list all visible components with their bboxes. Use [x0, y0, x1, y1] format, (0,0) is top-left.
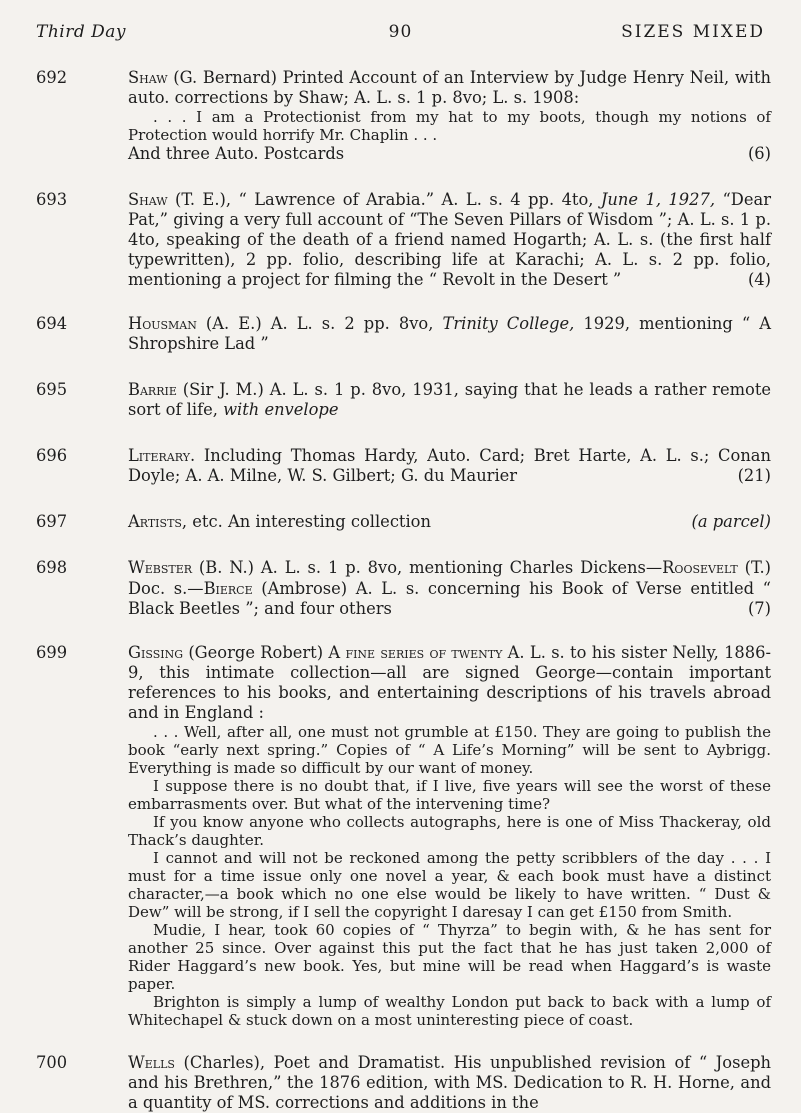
- lot-entry: [36, 1053, 771, 1113]
- running-head-day: Third Day: [36, 22, 127, 42]
- letter-quote: I suppose there is no doubt that, if I live, five years will see the worst of these embarrasments over. But what of the intervening time?: [128, 776, 771, 813]
- lot-entry: [36, 190, 771, 290]
- lot-number: 696: [36, 446, 68, 466]
- lot-item-count: (6): [747, 144, 771, 164]
- lot-description-end: [128, 144, 771, 164]
- lot-description: [128, 1053, 771, 1113]
- lot-number: 698: [36, 558, 68, 578]
- lot-text: (George Robert) A: [183, 642, 346, 662]
- lot-text: etc. An interesting collection: [187, 512, 431, 532]
- lot-author: Wells: [128, 1052, 175, 1072]
- lot-number: 699: [36, 642, 68, 662]
- lot-entry: [36, 68, 771, 164]
- lot-author: Roosevelt: [662, 558, 738, 578]
- lot-emphasis: fine series of twenty: [345, 642, 503, 662]
- letter-quote: Mudie, I hear, took 60 copies of “ Thyrza” to begin with, & he has sent for another 25 since. Over against this put the fact that he has just taken 2,000 of Rider Haggard’s new book. Yes, but mine will be read when Haggard’s is waste paper.: [128, 920, 771, 993]
- letter-quote: If you know anyone who collects autographs, here is one of Miss Thackeray, old Thack’s daughter.: [128, 812, 771, 849]
- lot-entry: [36, 512, 771, 532]
- lot-number: 693: [36, 190, 68, 210]
- lot-author: Shaw: [128, 190, 168, 210]
- lot-text: A. L. s. to his sister Nelly, 1886-9, this intimate collection—all are signed George—contain important references to his books, and entertaining descriptions of his travels abroad and in England :: [128, 642, 772, 722]
- lot-item-count: (7): [747, 598, 771, 618]
- lot-text: (Sir J. M.) A. L. s. 1 p. 8vo, 1931, saying that he leads a rather remote sort of life,: [128, 380, 771, 420]
- lot-text: Including Thomas Hardy, Auto. Card; Bret Harte, A. L. s.; Conan Doyle; A. A. Milne, W. S. Gilbert; G. du Maurier: [128, 446, 771, 486]
- lot-description: [128, 68, 771, 108]
- lot-text: (Charles), Poet and Dramatist. His unpublished revision of “ Joseph and his Brethren,” the 1876 edition, with MS. Dedication to R. H. Horne, and a quantity of MS. corrections and additions in the: [128, 1052, 771, 1112]
- lot-number: 700: [36, 1052, 68, 1072]
- lot-entry: [36, 314, 771, 354]
- lot-description: [128, 314, 771, 354]
- page-number: 90: [388, 22, 413, 42]
- lot-date: June 1, 1927,: [600, 190, 716, 210]
- lot-author: Bierce: [203, 578, 253, 598]
- lot-entry: [36, 558, 771, 618]
- lot-description: [128, 380, 771, 420]
- lot-description: [128, 558, 771, 618]
- lot-text: (T. E.), “ Lawrence of Arabia.” A. L. s. 4 pp. 4to,: [167, 190, 601, 210]
- lot-list: [36, 68, 771, 1113]
- lot-author: Artists,: [128, 512, 188, 532]
- lot-number: 695: [36, 380, 68, 400]
- lot-description: [128, 643, 771, 723]
- lot-description: [128, 446, 771, 486]
- lot-place: Trinity College,: [442, 314, 575, 334]
- lot-text: And three Auto. Postcards: [128, 144, 345, 164]
- letter-quote: . . . Well, after all, one must not grumble at £150. They are going to publish the book “early next spring.” Copies of “ A Life’s Morning” will be sent to Aybrigg. Everything is made so difficult by our want of money.: [128, 722, 771, 777]
- lot-text: “Dear Pat,” giving a very full account of “The Seven Pillars of Wisdom ”; A. L. s. 1 p. 4to, speaking of the death of a friend named Hogarth; A. L. s. (the first half typewritten), 2 pp. folio, describing life at Karachi; A. L. s. 2 pp. folio, mentioning a project for filming the “ Revolt in the Desert ”: [128, 190, 771, 290]
- lot-entry: [36, 380, 771, 420]
- letter-quote: I cannot and will not be reckoned among the petty scribblers of the day . . . I must for a time issue only one novel a year, & each book must have a distinct character,—a book which no one else would be likely to have written. “ Dust & Dew” will be strong, if I sell the copyright I daresay I can get £150 from Smith.: [128, 848, 771, 921]
- lot-author: Shaw: [128, 68, 168, 87]
- lot-description: [128, 512, 771, 532]
- running-head-category: SIZES MIXED: [621, 22, 765, 42]
- lot-number: 697: [36, 512, 68, 532]
- lot-item-count: (21): [737, 466, 771, 486]
- lot-entry: [36, 643, 771, 1029]
- lot-text: (A. E.) A. L. s. 2 pp. 8vo,: [196, 314, 443, 334]
- letter-quote: Brighton is simply a lump of wealthy London put back to back with a lump of Whitechapel & stuck down on a most uninteresting piece of coast.: [128, 992, 771, 1029]
- lot-text: 1929, mentioning “ A Shropshire Lad ”: [128, 314, 772, 354]
- lot-text: (Ambrose) A. L. s. concerning his Book of Verse entitled “ Black Beetles ”; and four others: [128, 578, 772, 618]
- lot-quote: . . . I am a Protectionist from my hat to my boots, though my notions of Protection would horrify Mr. Chaplin . . .: [128, 108, 771, 145]
- lot-item-count: (a parcel): [691, 512, 771, 532]
- lot-item-count: (4): [747, 270, 771, 290]
- lot-text: (T.) Doc. s.—: [128, 558, 771, 598]
- lot-note: with envelope: [223, 400, 339, 420]
- lot-author: Literary.: [128, 446, 196, 466]
- lot-number: 692: [36, 68, 68, 87]
- lot-number: 694: [36, 314, 68, 334]
- lot-text: (B. N.) A. L. s. 1 p. 8vo, mentioning Charles Dickens—: [192, 558, 663, 578]
- lot-author: Gissing: [128, 642, 183, 662]
- lot-author: Housman: [128, 314, 197, 334]
- lot-author: Barrie: [128, 380, 177, 400]
- lot-description: [128, 190, 771, 290]
- lot-entry: [36, 446, 771, 486]
- lot-text: (G. Bernard) Printed Account of an Interview by Judge Henry Neil, with auto. corrections by Shaw; A. L. s. 1 p. 8vo; L. s. 1908:: [128, 68, 771, 108]
- lot-author: Webster: [128, 558, 193, 578]
